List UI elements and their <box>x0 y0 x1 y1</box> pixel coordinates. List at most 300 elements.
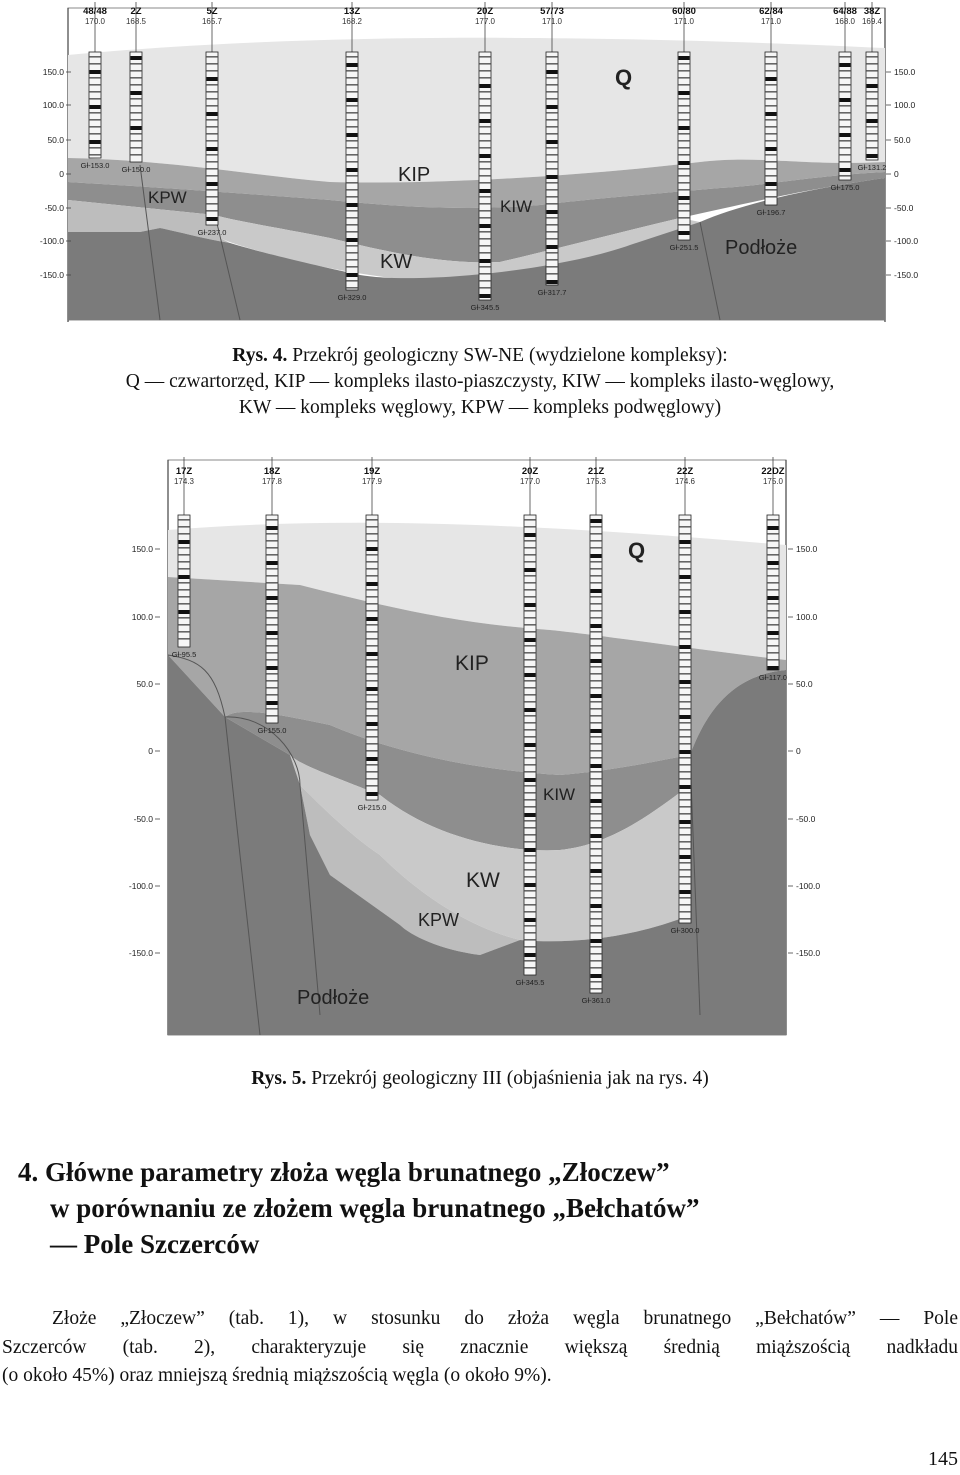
lithology-stripe <box>525 946 536 948</box>
lithology-stripe <box>679 56 690 60</box>
lithology-stripe <box>267 610 278 612</box>
lithology-stripe <box>768 540 779 542</box>
lithology-stripe <box>367 659 378 661</box>
lithology-stripe <box>525 652 536 654</box>
lithology-stripe <box>547 196 558 198</box>
lithology-stripe <box>525 953 536 957</box>
body-paragraph <box>2 1305 958 1391</box>
lithology-stripe <box>591 533 602 535</box>
lithology-stripe <box>680 736 691 738</box>
lithology-stripe <box>207 210 218 212</box>
lithology-stripe <box>207 63 218 65</box>
lithology-stripe <box>547 252 558 254</box>
lithology-stripe <box>347 189 358 191</box>
lithology-stripe <box>591 771 602 773</box>
lithology-stripe <box>525 918 536 922</box>
lithology-stripe <box>591 813 602 815</box>
lithology-stripe <box>768 589 779 591</box>
lithology-stripe <box>347 224 358 226</box>
borehole-column <box>266 515 278 723</box>
borehole-elevation: 177.8 <box>261 477 283 486</box>
lithology-stripe <box>547 112 558 114</box>
lithology-stripe <box>480 196 491 198</box>
lithology-stripe <box>591 554 602 558</box>
lithology-stripe <box>367 575 378 577</box>
lithology-stripe <box>179 575 190 579</box>
lithology-stripe <box>547 161 558 163</box>
lithology-stripe <box>347 175 358 177</box>
lithology-stripe <box>679 63 690 65</box>
lithology-stripe <box>680 743 691 745</box>
lithology-stripe <box>90 98 101 100</box>
lithology-stripe <box>480 140 491 142</box>
lithology-stripe <box>347 154 358 156</box>
lithology-stripe <box>525 764 536 766</box>
lithology-stripe <box>680 694 691 696</box>
lithology-stripe <box>367 764 378 766</box>
lithology-stripe <box>591 981 602 983</box>
lithology-stripe <box>367 582 378 586</box>
lithology-stripe <box>591 946 602 948</box>
lithology-stripe <box>480 189 491 193</box>
lithology-stripe <box>480 280 491 282</box>
lithology-stripe <box>367 561 378 563</box>
lithology-stripe <box>90 140 101 144</box>
lithology-stripe <box>179 631 190 633</box>
lithology-stripe <box>480 70 491 72</box>
lithology-stripe <box>547 245 558 249</box>
borehole-elevation: 168.0 <box>834 17 856 26</box>
lithology-stripe <box>525 890 536 892</box>
figure-4-right-axis <box>886 67 918 280</box>
lithology-stripe <box>525 540 536 542</box>
section-heading-line1: 4. Główne parametry złoża węgla brunatnego „Złoczew” <box>18 1157 670 1187</box>
lithology-stripe <box>680 652 691 654</box>
lithology-stripe <box>267 652 278 654</box>
lithology-stripe <box>679 84 690 86</box>
lithology-stripe <box>179 582 190 584</box>
lithology-stripe <box>347 91 358 93</box>
lithology-stripe <box>131 126 142 130</box>
lithology-stripe <box>591 918 602 920</box>
axis-tick-right: -50.0 <box>894 203 914 213</box>
lithology-stripe <box>840 154 851 156</box>
lithology-stripe <box>591 764 602 768</box>
lithology-stripe <box>525 827 536 829</box>
lithology-stripe <box>367 589 378 591</box>
lithology-stripe <box>680 827 691 829</box>
lithology-stripe <box>480 238 491 240</box>
lithology-stripe <box>680 757 691 759</box>
lithology-stripe <box>480 91 491 93</box>
axis-tick-right: 50.0 <box>796 679 813 689</box>
lithology-stripe <box>679 231 690 235</box>
borehole-depth: Gł-317.7 <box>537 288 567 297</box>
lithology-stripe <box>768 582 779 584</box>
lithology-stripe <box>480 77 491 79</box>
lithology-stripe <box>207 126 218 128</box>
figure-5-caption-text: Przekrój geologiczny III (objaśnienia jak na rys. 4) <box>311 1068 709 1089</box>
lithology-stripe <box>267 603 278 605</box>
lithology-stripe <box>591 841 602 843</box>
lithology-stripe <box>525 659 536 661</box>
lithology-stripe <box>768 645 779 647</box>
lithology-stripe <box>525 582 536 584</box>
lithology-stripe <box>547 140 558 144</box>
borehole-column <box>178 515 190 647</box>
lithology-stripe <box>207 91 218 93</box>
lithology-stripe <box>179 603 190 605</box>
figure-5-left-axis <box>129 544 160 958</box>
lithology-stripe <box>766 105 777 107</box>
lithology-stripe <box>840 119 851 121</box>
lithology-stripe <box>131 63 142 65</box>
lithology-stripe <box>207 154 218 156</box>
axis-tick-right: 150.0 <box>894 67 916 77</box>
lithology-stripe <box>867 70 878 72</box>
borehole-column <box>130 52 142 162</box>
lithology-stripe <box>867 56 878 58</box>
axis-tick-left: 50.0 <box>136 679 153 689</box>
axis-tick-right: 100.0 <box>796 612 818 622</box>
lithology-stripe <box>267 561 278 565</box>
lithology-stripe <box>525 673 536 677</box>
lithology-stripe <box>347 273 358 277</box>
lithology-stripe <box>680 645 691 649</box>
lithology-stripe <box>768 554 779 556</box>
lithology-stripe <box>179 638 190 640</box>
lithology-stripe <box>90 147 101 149</box>
lithology-stripe <box>367 743 378 745</box>
lithology-stripe <box>347 140 358 142</box>
lithology-stripe <box>680 848 691 850</box>
lithology-stripe <box>867 98 878 100</box>
lithology-stripe <box>840 56 851 58</box>
lithology-stripe <box>131 140 142 142</box>
lithology-stripe <box>768 568 779 570</box>
lithology-stripe <box>207 133 218 135</box>
lithology-stripe <box>525 589 536 591</box>
lithology-stripe <box>547 105 558 109</box>
lithology-stripe <box>766 70 777 72</box>
unit-label-kip: KIP <box>398 164 431 186</box>
lithology-stripe <box>768 638 779 640</box>
lithology-stripe <box>480 182 491 184</box>
lithology-stripe <box>207 182 218 186</box>
unit-label-basement: Podłoże <box>725 237 798 259</box>
lithology-stripe <box>179 547 190 549</box>
borehole-elevation: 168.5 <box>125 17 147 26</box>
lithology-stripe <box>267 680 278 682</box>
borehole-id: 22DZ <box>761 466 785 477</box>
lithology-stripe <box>768 603 779 605</box>
borehole-id: 13Z <box>343 6 361 17</box>
lithology-stripe <box>525 848 536 852</box>
lithology-stripe <box>480 112 491 114</box>
lithology-stripe <box>680 778 691 780</box>
lithology-stripe <box>840 140 851 142</box>
lithology-stripe <box>179 589 190 591</box>
lithology-stripe <box>525 897 536 899</box>
lithology-stripe <box>547 210 558 214</box>
lithology-stripe <box>547 119 558 121</box>
lithology-stripe <box>90 84 101 86</box>
page-number: 145 <box>928 1448 958 1470</box>
lithology-stripe <box>591 526 602 528</box>
lithology-stripe <box>840 70 851 72</box>
lithology-stripe <box>766 147 777 151</box>
lithology-stripe <box>347 70 358 72</box>
lithology-stripe <box>680 750 691 754</box>
lithology-stripe <box>591 911 602 913</box>
figure-4-caption-line3: KW — kompleks węglowy, KPW — kompleks podwęglowy) <box>238 397 722 418</box>
lithology-stripe <box>680 603 691 605</box>
lithology-stripe <box>267 617 278 619</box>
lithology-stripe <box>766 56 777 58</box>
lithology-stripe <box>766 189 777 191</box>
lithology-stripe <box>267 687 278 689</box>
lithology-stripe <box>525 834 536 836</box>
lithology-stripe <box>347 63 358 67</box>
lithology-stripe <box>347 77 358 79</box>
lithology-stripe <box>267 568 278 570</box>
lithology-stripe <box>131 133 142 135</box>
lithology-stripe <box>591 785 602 787</box>
section-heading-line3: — Pole Szczerców <box>50 1229 260 1259</box>
borehole-elevation: 175.0 <box>762 477 784 486</box>
lithology-stripe <box>525 722 536 724</box>
lithology-stripe <box>480 168 491 170</box>
lithology-stripe <box>525 736 536 738</box>
borehole-id: 17Z <box>175 466 193 477</box>
lithology-stripe <box>591 834 602 838</box>
lithology-stripe <box>547 84 558 86</box>
lithology-stripe <box>547 175 558 179</box>
lithology-stripe <box>591 603 602 605</box>
lithology-stripe <box>679 182 690 184</box>
lithology-stripe <box>480 231 491 233</box>
lithology-stripe <box>480 252 491 254</box>
section-heading-line2: w porównaniu ze złożem węgla brunatnego „Bełchatów” <box>50 1193 700 1223</box>
lithology-stripe <box>679 175 690 177</box>
lithology-stripe <box>90 126 101 128</box>
lithology-stripe <box>525 757 536 759</box>
axis-tick-left: -50.0 <box>133 814 153 824</box>
figure-4-caption-line2: Q — czwartorzęd, KIP — kompleks ilasto-piaszczysty, KIW — kompleks ilasto-węglowy, <box>125 371 835 392</box>
lithology-stripe <box>131 56 142 60</box>
lithology-stripe <box>367 750 378 752</box>
axis-tick-right: 0 <box>894 169 899 179</box>
lithology-stripe <box>547 70 558 74</box>
lithology-stripe <box>480 126 491 128</box>
lithology-stripe <box>680 533 691 535</box>
lithology-stripe <box>367 722 378 726</box>
lithology-stripe <box>547 231 558 233</box>
lithology-stripe <box>179 533 190 535</box>
borehole-elevation: 174.6 <box>674 477 696 486</box>
lithology-stripe <box>480 154 491 158</box>
lithology-stripe <box>347 245 358 247</box>
lithology-stripe <box>267 533 278 535</box>
lithology-stripe <box>679 161 690 165</box>
figure-5-cross-section <box>0 455 960 1045</box>
lithology-stripe <box>591 687 602 689</box>
axis-tick-left: -150.0 <box>128 948 153 958</box>
lithology-stripe <box>480 245 491 247</box>
borehole-id: 48/48 <box>83 6 107 17</box>
lithology-stripe <box>591 729 602 733</box>
lithology-stripe <box>680 820 691 824</box>
borehole-depth: Gł-196.7 <box>756 208 786 217</box>
paragraph-line2: Szczerców (tab. 2), charakteryzuje się znacznie większą średnią miąższością nadkładu <box>2 1336 958 1358</box>
lithology-stripe <box>525 750 536 752</box>
lithology-stripe <box>591 624 602 628</box>
lithology-stripe <box>347 126 358 128</box>
lithology-stripe <box>591 925 602 927</box>
lithology-stripe <box>525 799 536 801</box>
borehole-depth: Gł-95.5 <box>171 650 197 659</box>
lithology-stripe <box>547 168 558 170</box>
borehole-elevation: 170.0 <box>84 17 106 26</box>
borehole-id: 21Z <box>587 466 605 477</box>
lithology-stripe <box>680 687 691 689</box>
section-heading <box>18 1154 938 1262</box>
lithology-stripe <box>680 841 691 843</box>
lithology-stripe <box>367 617 378 621</box>
lithology-stripe <box>591 652 602 654</box>
lithology-stripe <box>591 617 602 619</box>
borehole-id: 38Z <box>863 6 881 17</box>
lithology-stripe <box>680 575 691 579</box>
lithology-stripe <box>547 91 558 93</box>
lithology-stripe <box>768 547 779 549</box>
lithology-stripe <box>766 98 777 100</box>
lithology-stripe <box>840 161 851 163</box>
lithology-stripe <box>867 112 878 114</box>
lithology-stripe <box>768 533 779 535</box>
lithology-stripe <box>679 224 690 226</box>
lithology-stripe <box>207 196 218 198</box>
lithology-stripe <box>547 147 558 149</box>
lithology-stripe <box>591 610 602 612</box>
lithology-stripe <box>90 154 101 156</box>
lithology-stripe <box>525 911 536 913</box>
borehole-id: 2Z <box>130 6 142 17</box>
axis-tick-left: -150.0 <box>39 270 64 280</box>
lithology-stripe <box>766 196 777 198</box>
paragraph-line1: Złoże „Złoczew” (tab. 1), w stosunku do złoża węgla brunatnego „Bełchatów” — Pole <box>52 1308 958 1329</box>
borehole-id: 62/84 <box>759 6 783 17</box>
lithology-stripe <box>591 988 602 990</box>
lithology-stripe <box>347 182 358 184</box>
lithology-stripe <box>768 631 779 635</box>
lithology-stripe <box>480 133 491 135</box>
lithology-stripe <box>867 126 878 128</box>
lithology-stripe <box>267 540 278 542</box>
lithology-stripe <box>367 715 378 717</box>
lithology-stripe <box>547 98 558 100</box>
lithology-stripe <box>367 610 378 612</box>
lithology-stripe <box>90 105 101 109</box>
lithology-stripe <box>347 231 358 233</box>
axis-tick-left: -100.0 <box>128 881 153 891</box>
lithology-stripe <box>591 694 602 698</box>
lithology-stripe <box>525 883 536 887</box>
lithology-stripe <box>766 154 777 156</box>
lithology-stripe <box>267 519 278 521</box>
lithology-stripe <box>591 743 602 745</box>
lithology-stripe <box>679 189 690 191</box>
axis-tick-right: -150.0 <box>894 270 919 280</box>
lithology-stripe <box>90 63 101 65</box>
lithology-stripe <box>90 56 101 58</box>
lithology-stripe <box>480 259 491 263</box>
lithology-stripe <box>480 105 491 107</box>
lithology-stripe <box>90 119 101 121</box>
lithology-stripe <box>591 904 602 908</box>
lithology-stripe <box>679 119 690 121</box>
lithology-stripe <box>525 792 536 794</box>
lithology-stripe <box>525 806 536 808</box>
lithology-stripe <box>525 925 536 927</box>
lithology-stripe <box>347 84 358 86</box>
borehole-elevation: 174.3 <box>173 477 195 486</box>
axis-tick-left: 100.0 <box>131 612 153 622</box>
lithology-stripe <box>207 84 218 86</box>
lithology-stripe <box>680 568 691 570</box>
lithology-stripe <box>179 617 190 619</box>
borehole-column <box>590 515 602 993</box>
borehole-id: 5Z <box>206 6 218 17</box>
lithology-stripe <box>547 224 558 226</box>
lithology-stripe <box>367 666 378 668</box>
lithology-stripe <box>840 77 851 79</box>
lithology-stripe <box>367 624 378 626</box>
lithology-stripe <box>347 266 358 268</box>
lithology-stripe <box>591 659 602 663</box>
borehole-id: 19Z <box>363 466 381 477</box>
lithology-stripe <box>680 869 691 871</box>
lithology-stripe <box>768 561 779 565</box>
lithology-stripe <box>591 638 602 640</box>
unit-label-q: Q <box>628 538 646 563</box>
lithology-stripe <box>267 666 278 670</box>
lithology-stripe <box>367 687 378 691</box>
lithology-stripe <box>680 834 691 836</box>
lithology-stripe <box>207 203 218 205</box>
lithology-stripe <box>367 596 378 598</box>
lithology-stripe <box>591 799 602 803</box>
lithology-stripe <box>367 645 378 647</box>
lithology-stripe <box>367 771 378 773</box>
lithology-stripe <box>680 918 691 920</box>
lithology-stripe <box>367 519 378 521</box>
lithology-stripe <box>547 182 558 184</box>
unit-label-kw: KW <box>380 251 413 273</box>
lithology-stripe <box>207 112 218 116</box>
figure-4-cross-section <box>0 0 960 330</box>
lithology-stripe <box>547 259 558 261</box>
unit-label-kiw: KIW <box>500 197 533 216</box>
lithology-stripe <box>131 98 142 100</box>
lithology-stripe <box>680 806 691 808</box>
lithology-stripe <box>267 638 278 640</box>
borehole-elevation: 171.0 <box>541 17 563 26</box>
lithology-stripe <box>547 189 558 191</box>
lithology-stripe <box>367 708 378 710</box>
lithology-stripe <box>768 526 779 530</box>
lithology-stripe <box>680 659 691 661</box>
